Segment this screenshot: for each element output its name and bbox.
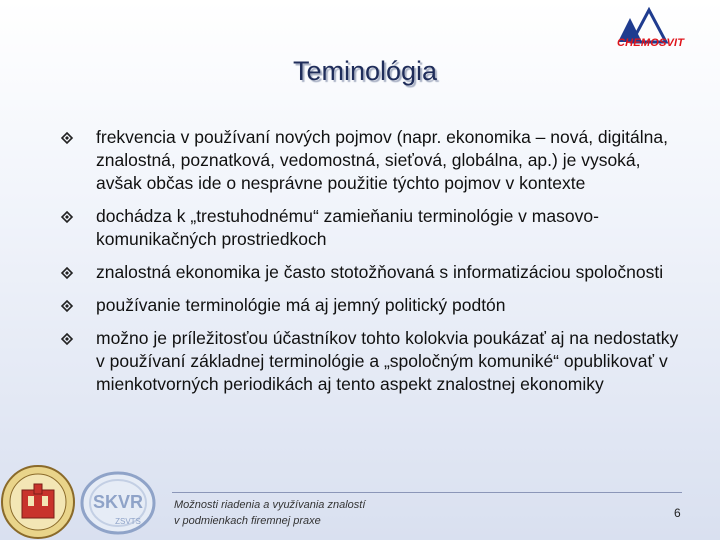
footer-text: Možnosti riadenia a využívania znalostí v podmienkach firemnej praxe <box>174 499 366 527</box>
bullet-list <box>60 126 680 406</box>
skvr-sub-text: ZSVTS <box>115 517 141 526</box>
logo-brand-text: CHEMOSVIT <box>617 37 685 49</box>
bullet-item <box>60 205 680 251</box>
bullet-text: možno je príležitosťou účastníkov tohto kolokvia poukázať aj na nedostatky v používaní základnej terminológie a „spoločným komuniké“ opublikovať v mienkotvorných periodikách aj tento aspekt znalostnej ekonomiky <box>96 328 679 394</box>
diamond-bullet-icon <box>60 299 74 313</box>
bullet-text: frekvencia v používaní nových pojmov (napr. ekonomika – nová, digitálna, znalostná, poznatková, vedomostná, sieťová, globálna, ap.) je vysoká, avšak občas ide o nesprávne použitie týchto pojmov v kontexte <box>96 127 668 193</box>
bullet-text: používanie terminológie má aj jemný politický podtón <box>96 295 506 315</box>
skvr-main-text: SKVR <box>92 492 144 512</box>
page-number: 6 <box>674 506 681 520</box>
bullet-item <box>60 261 680 284</box>
diamond-bullet-icon <box>60 266 74 280</box>
bullet-text: dochádza k „trestuhodnému“ zamieňaniu terminológie v masovo-komunikačných prostriedkoch <box>96 206 599 249</box>
slide-title: Teminológia <box>292 56 438 86</box>
bullet-item <box>60 327 680 396</box>
skvr-logo <box>78 470 158 536</box>
footer-divider <box>172 492 682 493</box>
bullet-item <box>60 126 680 195</box>
diamond-bullet-icon <box>60 131 74 145</box>
bullet-text: znalostná ekonomika je často stotožňovaná s informatizáciou spoločnosti <box>96 262 664 282</box>
diamond-bullet-icon <box>60 210 74 224</box>
diamond-bullet-icon <box>60 332 74 346</box>
bullet-item <box>60 294 680 317</box>
university-seal-icon <box>0 464 76 540</box>
